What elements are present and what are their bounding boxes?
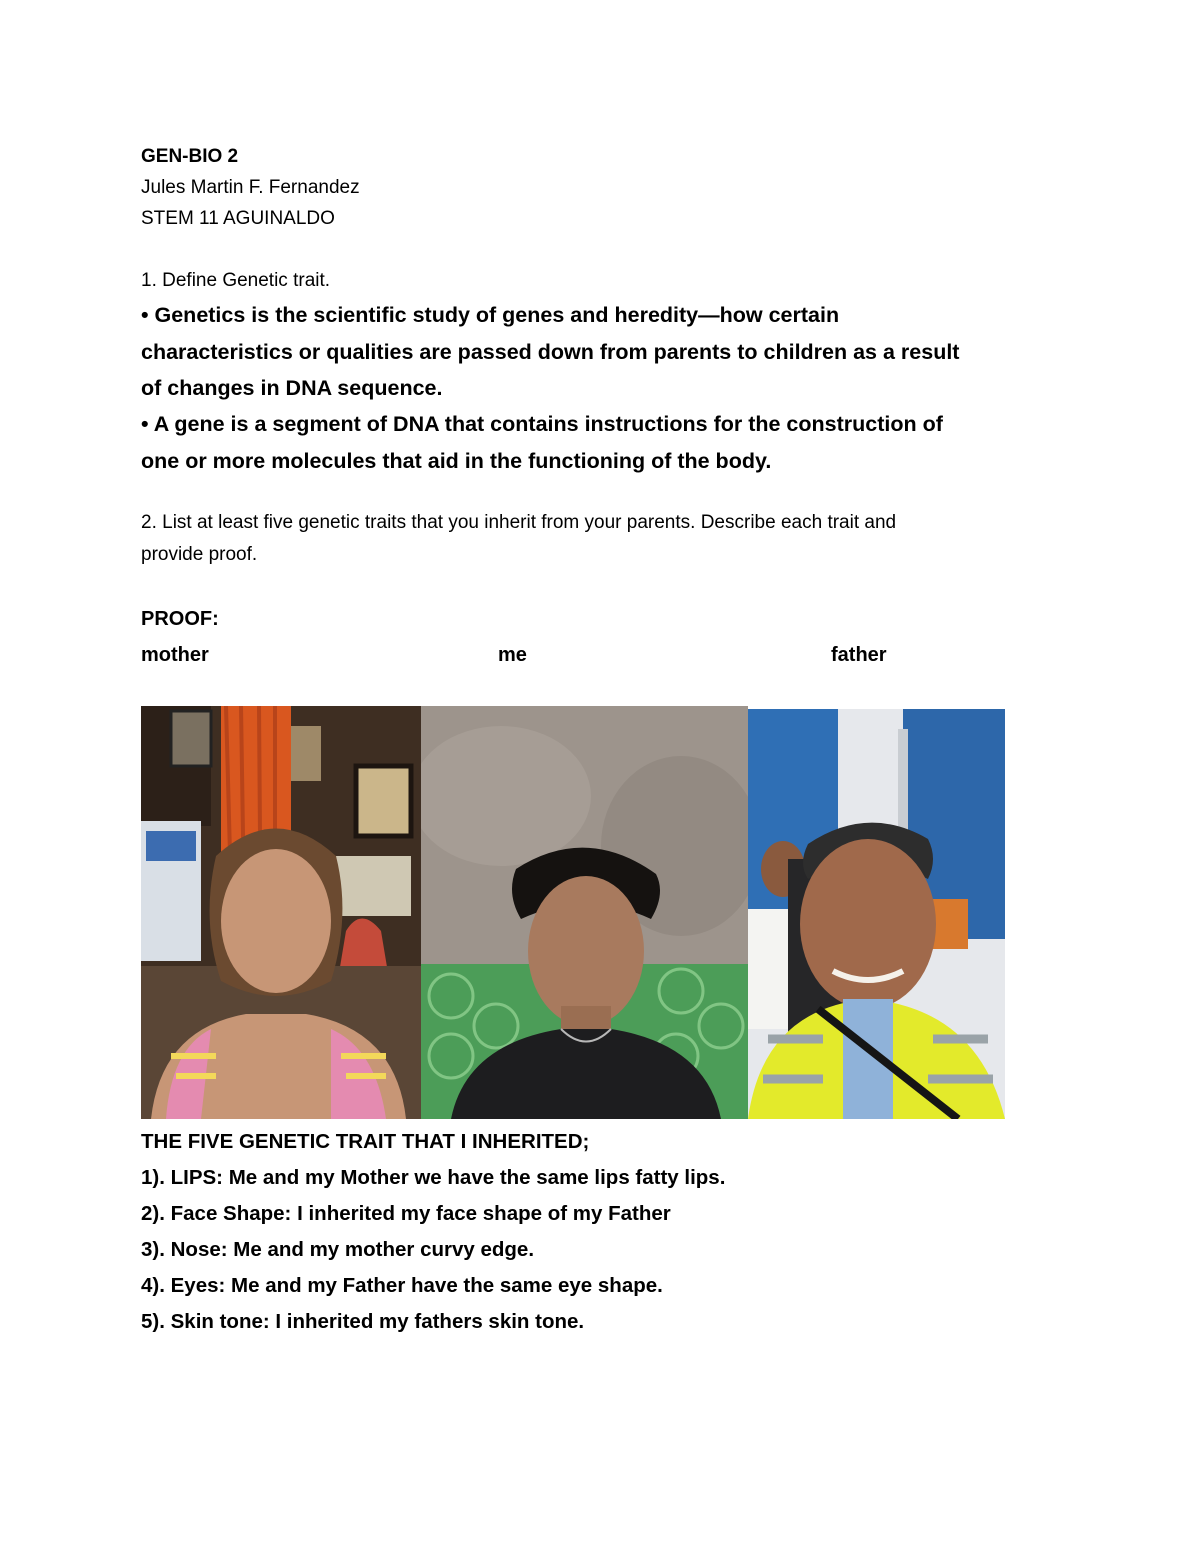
q1-bullet2-line2: one or more molecules that aid in the functioning of the body. bbox=[141, 449, 772, 473]
q1-bullet2-line1: • A gene is a segment of DNA that contains instructions for the construction of bbox=[141, 412, 943, 436]
course-title: GEN-BIO 2 bbox=[141, 146, 239, 167]
me-photo bbox=[421, 706, 748, 1119]
q1-bullet1-line3: of changes in DNA sequence. bbox=[141, 376, 443, 400]
label-father: father bbox=[831, 644, 887, 666]
trait-item-3: 3). Nose: Me and my mother curvy edge. bbox=[141, 1238, 535, 1261]
q2-line1: 2. List at least five genetic traits that you inherit from your parents. Describe each trait and bbox=[141, 512, 897, 533]
q2-line2: provide proof. bbox=[141, 544, 258, 565]
proof-heading: PROOF: bbox=[141, 608, 219, 630]
label-me: me bbox=[498, 644, 527, 666]
student-name: Jules Martin F. Fernandez bbox=[141, 177, 360, 198]
q1-bullet1-line2: characteristics or qualities are passed down from parents to children as a result bbox=[141, 340, 960, 364]
trait-item-5: 5). Skin tone: I inherited my fathers skin tone. bbox=[141, 1310, 585, 1333]
mother-photo bbox=[141, 706, 421, 1119]
traits-heading: THE FIVE GENETIC TRAIT THAT I INHERITED; bbox=[141, 1130, 590, 1153]
trait-item-4: 4). Eyes: Me and my Father have the same eye shape. bbox=[141, 1274, 663, 1297]
q1-bullet1-line1: • Genetics is the scientific study of genes and heredity—how certain bbox=[141, 303, 840, 327]
father-photo bbox=[748, 709, 1005, 1119]
trait-item-1: 1). LIPS: Me and my Mother we have the same lips fatty lips. bbox=[141, 1166, 726, 1189]
question-1: 1. Define Genetic trait. bbox=[141, 270, 331, 291]
trait-item-2: 2). Face Shape: I inherited my face shape of my Father bbox=[141, 1202, 671, 1225]
label-mother: mother bbox=[141, 644, 209, 666]
student-section: STEM 11 AGUINALDO bbox=[141, 208, 335, 229]
